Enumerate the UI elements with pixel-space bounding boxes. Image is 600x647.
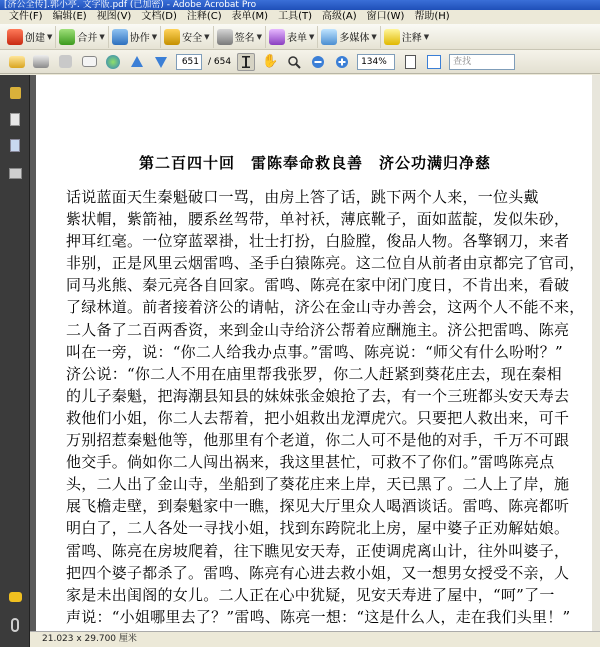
text-line: 万别招惹秦魁他等，他那里有个老道，你二人可不是他的对手，千万不可跟	[66, 431, 570, 450]
save-button[interactable]	[56, 53, 74, 71]
create-button[interactable]	[4, 26, 56, 48]
attachments-panel-button[interactable]	[7, 617, 23, 633]
chevron-down-icon: ▼	[256, 32, 262, 41]
text-line: 济公说：“你二人不用在庙里帮我张罗，你二人赶紧到葵花庄去，现在秦相	[66, 364, 562, 383]
folder-icon	[9, 56, 25, 68]
secure-button[interactable]	[161, 26, 213, 48]
collaborate-label: 协作	[129, 33, 150, 44]
multimedia-label: 多媒体	[339, 33, 370, 44]
next-page-button[interactable]	[152, 53, 170, 71]
menu-edit[interactable]: 编辑(E)	[52, 11, 87, 22]
text-line: 展飞檐走壁，到秦魁家中一瞧，探见大厅里众人喝酒谈话。雷鸣、陈亮都听	[66, 497, 570, 516]
fit-width-button[interactable]	[425, 53, 443, 71]
forms-label: 表单	[286, 33, 307, 44]
pen-icon	[217, 29, 233, 45]
chevron-down-icon: ▼	[204, 32, 210, 41]
zoom-in-button[interactable]	[333, 53, 351, 71]
chapter-title: 第二百四十回 雷陈奉命救良善 济公功满归净慈	[138, 154, 491, 172]
chevron-down-icon: ▼	[423, 32, 430, 41]
zoom-level-select[interactable]: 134%	[357, 54, 395, 70]
envelope-icon	[82, 56, 97, 67]
window-title: [济公全传].郭小亭. 文字版.pdf (已加密) - Adobe Acrobat Pro	[4, 0, 257, 10]
bookmarks-panel-button[interactable]	[7, 137, 23, 153]
arrow-up-icon	[130, 55, 144, 69]
menu-file[interactable]: 文件(F)	[9, 11, 43, 22]
zoom-tool-button[interactable]	[285, 53, 303, 71]
text-line: 家是未出闺阁的女儿。二人正在心中犹疑，见安天寿进了屋中，“呵”了一	[66, 585, 555, 604]
signature-icon	[9, 168, 22, 179]
text-line: 的儿子秦魁，把海潮县知县的妹妹张金娘抢了去，有一个三班都头安天寿去	[66, 386, 570, 405]
text-line: 同马兆熊、秦元亮各自回家。雷鸣、陈亮在家中闭门度日，不肯出来，看破	[66, 276, 570, 295]
text-line: 把四个婆子都杀了。雷鸣、陈亮有心进去救小姐，又一想男女授受不亲，人	[66, 563, 570, 582]
fit-width-icon	[427, 55, 441, 69]
search-input[interactable]: 查找	[449, 54, 515, 70]
magnifier-icon	[287, 55, 301, 69]
text-line: 了绿林道。前者接着济公的请帖，济公在金山寺办善会，这两个人不能不来，	[66, 298, 585, 317]
text-cursor-icon	[240, 55, 252, 69]
collaborate-icon	[112, 29, 128, 45]
combine-button[interactable]	[56, 26, 108, 48]
print-button[interactable]	[32, 53, 50, 71]
secure-label: 安全	[182, 33, 203, 44]
menu-document[interactable]: 文档(D)	[141, 11, 177, 22]
create-label: 创建	[25, 33, 45, 44]
page-body-text	[66, 186, 586, 631]
fit-page-button[interactable]	[401, 53, 419, 71]
previous-page-button[interactable]	[128, 53, 146, 71]
select-tool-button[interactable]	[237, 53, 255, 71]
navigation-panel	[0, 75, 30, 647]
security-panel-button[interactable]	[7, 85, 23, 101]
fit-page-icon	[405, 55, 416, 69]
zoom-in-icon	[335, 55, 349, 69]
comment-label: 注释	[401, 33, 422, 44]
zoom-out-icon	[311, 55, 325, 69]
create-pdf-icon	[7, 29, 23, 45]
text-line: 明白了，二人各处一寻找小姐，找到东跨院北上房，屋中婆子正劝解姑娘。	[66, 519, 570, 538]
menu-help[interactable]: 帮助(H)	[414, 11, 450, 22]
globe-icon	[106, 55, 120, 69]
pdf-page	[36, 75, 594, 631]
menu-window[interactable]: 窗口(W)	[366, 11, 405, 22]
sign-label: 签名	[234, 33, 255, 44]
email-button[interactable]	[80, 53, 98, 71]
menu-tools[interactable]: 工具(T)	[278, 11, 313, 22]
comment-icon	[384, 29, 400, 45]
text-line: 话说蓝面天生秦魁破口一骂，由房上答了话，跳下两个人来，一位头戴	[66, 188, 539, 206]
text-line: 声说：“小姐哪里去了？”雷鸣、陈亮一想：“这是什么人，走在我们头里！”	[66, 607, 571, 626]
paperclip-icon	[11, 618, 19, 632]
multimedia-icon	[321, 29, 337, 45]
multimedia-button[interactable]	[318, 26, 380, 48]
text-line: 叫在一旁，说：“你二人给我办点事。”雷鸣、陈亮说：“师父有什么吩咐？”	[66, 342, 563, 361]
combine-label: 合并	[77, 33, 98, 44]
hand-tool-button[interactable]	[261, 53, 279, 71]
vertical-scrollbar[interactable]	[592, 75, 600, 631]
bookmark-icon	[10, 139, 20, 152]
page-size: 21.023 x 29.700 厘米	[42, 634, 137, 644]
signatures-panel-button[interactable]	[7, 165, 23, 181]
menu-view[interactable]: 视图(V)	[96, 11, 132, 22]
menu-forms[interactable]: 表单(M)	[231, 11, 269, 22]
text-line: 他交手。倘如你二人闯出祸来，我这里甚忙，可救不了你们。”雷鸣陈亮点	[66, 453, 555, 472]
status-bar	[30, 631, 600, 647]
page-number-input[interactable]: 651	[176, 54, 202, 70]
text-line: 头，二人出了金山寺，坐船到了葵花庄来上岸，天已黑了。二人上了岸，施	[66, 475, 570, 494]
pages-panel-button[interactable]	[7, 111, 23, 127]
lock-icon	[164, 29, 180, 45]
text-line: 雷鸣、陈亮在房坡爬着，往下瞧见安天寿，正使调虎离山计，往外叫婆子，	[66, 541, 570, 560]
comment-bubble-icon	[9, 592, 22, 602]
text-line: 救他们小姐，你二人去帮着，把小姐救出龙潭虎穴。只要把人救出来，可千	[66, 408, 570, 427]
comments-panel-button[interactable]	[7, 589, 23, 605]
arrow-down-icon	[154, 55, 168, 69]
chevron-down-icon: ▼	[308, 32, 315, 41]
menu-comments[interactable]: 注释(C)	[186, 11, 222, 22]
open-folder-button[interactable]	[8, 53, 26, 71]
text-line: 二人备了二百两香资，来到金山寺给济公帮着应酬施主。济公把雷鸣、陈亮	[66, 320, 570, 339]
task-toolbar	[0, 24, 600, 50]
forms-icon	[269, 29, 285, 45]
navigation-toolbar	[0, 50, 600, 74]
save-icon	[59, 55, 72, 68]
combine-icon	[59, 29, 75, 45]
sign-button[interactable]	[214, 26, 266, 48]
chevron-down-icon: ▼	[47, 32, 53, 41]
menu-bar	[0, 10, 600, 24]
web-button[interactable]	[104, 53, 122, 71]
zoom-out-button[interactable]	[309, 53, 327, 71]
text-line: 紫状帽，紫箭袖，腰系丝驾带，单衬袄，薄底靴子，面如蓝靛，发似朱砂，	[66, 210, 570, 229]
window-titlebar	[0, 0, 600, 10]
text-line: 押耳红毫。一位穿蓝翠褂，壮士打扮，白脸膛，俊品人物。各擎钢刀，来者	[66, 232, 570, 251]
printer-icon	[33, 55, 49, 68]
document-viewport[interactable]	[30, 75, 600, 631]
pages-icon	[10, 113, 20, 126]
chevron-down-icon: ▼	[151, 32, 158, 41]
page-total: / 654	[208, 56, 232, 67]
text-line: 非别，正是风里云烟雷鸣、圣手白猿陈亮。这二位自从前者由京都完了官司，	[66, 254, 585, 273]
chevron-down-icon: ▼	[99, 32, 105, 41]
menu-advanced[interactable]: 高级(A)	[322, 11, 357, 22]
forms-button[interactable]	[266, 26, 318, 48]
lock-icon	[10, 87, 21, 99]
comment-button[interactable]	[381, 26, 432, 48]
collaborate-button[interactable]	[109, 26, 161, 48]
chevron-down-icon: ▼	[371, 32, 377, 41]
hand-icon: ✋	[261, 54, 279, 69]
